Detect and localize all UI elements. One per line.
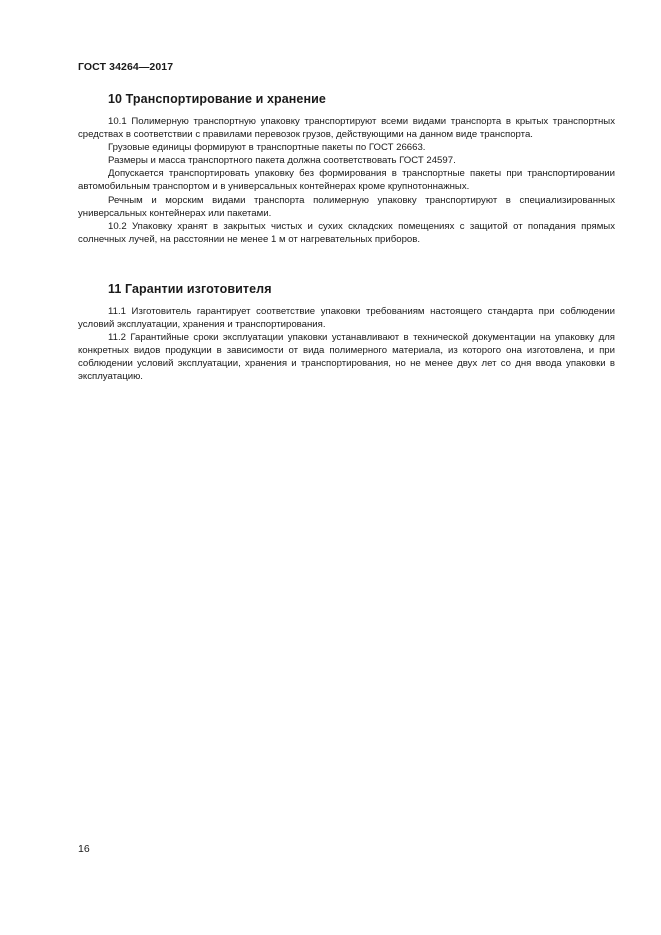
- paragraph-10-2: 10.2 Упаковку хранят в закрытых чистых и сухих складских помещениях с защитой от попадания прямых солнечных лучей, на расстоянии не менее 1 м от нагревательных приборов.: [78, 220, 615, 245]
- paragraph-11-1: 11.1 Изготовитель гарантирует соответствие упаковки требованиям настоящего стандарта при соблюдении условий эксплуатации, хранения и транспортирования.: [78, 306, 615, 331]
- section-transportation-storage: [78, 92, 615, 246]
- page-number: 16: [78, 843, 90, 855]
- document-header: ГОСТ 34264—2017: [78, 61, 174, 73]
- section-title: 10 Транспортирование и хранение: [108, 92, 326, 106]
- paragraph-dimensions: Размеры и масса транспортного пакета должна соответствовать ГОСТ 24597.: [108, 155, 456, 167]
- paragraph-without-packages: Допускается транспортировать упаковку без формирования в транспортные пакеты при транспортировании автомобильным транспортом и в универсальных контейнерах кроме крупнотоннажных.: [78, 168, 615, 193]
- paragraph-river-sea: Речным и морским видами транспорта полимерную упаковку транспортируют в специализированных универсальных контейнерах или пакетами.: [78, 194, 615, 219]
- paragraph-11-2: 11.2 Гарантийные сроки эксплуатации упаковки устанавливают в технической документации на упаковку для конкретных видов продукции в зависимости от вида полимерного материала, из которого она изготовлена, и при соблюдении условий эксплуатации, хранения и транспортирования, но не менее двух лет со дня ввода упаковки в эксплуатацию.: [78, 332, 615, 383]
- section-title: 11 Гарантии изготовителя: [108, 282, 272, 296]
- paragraph-10-1: 10.1 Полимерную транспортную упаковку транспортируют всеми видами транспорта в крытых транспортных средствах в соответствии с правилами перевозок грузов, действующими на данном виде транспорта.: [78, 116, 615, 141]
- section-manufacturer-warranty: [78, 282, 615, 384]
- paragraph-packages: Грузовые единицы формируют в транспортные пакеты по ГОСТ 26663.: [108, 142, 426, 154]
